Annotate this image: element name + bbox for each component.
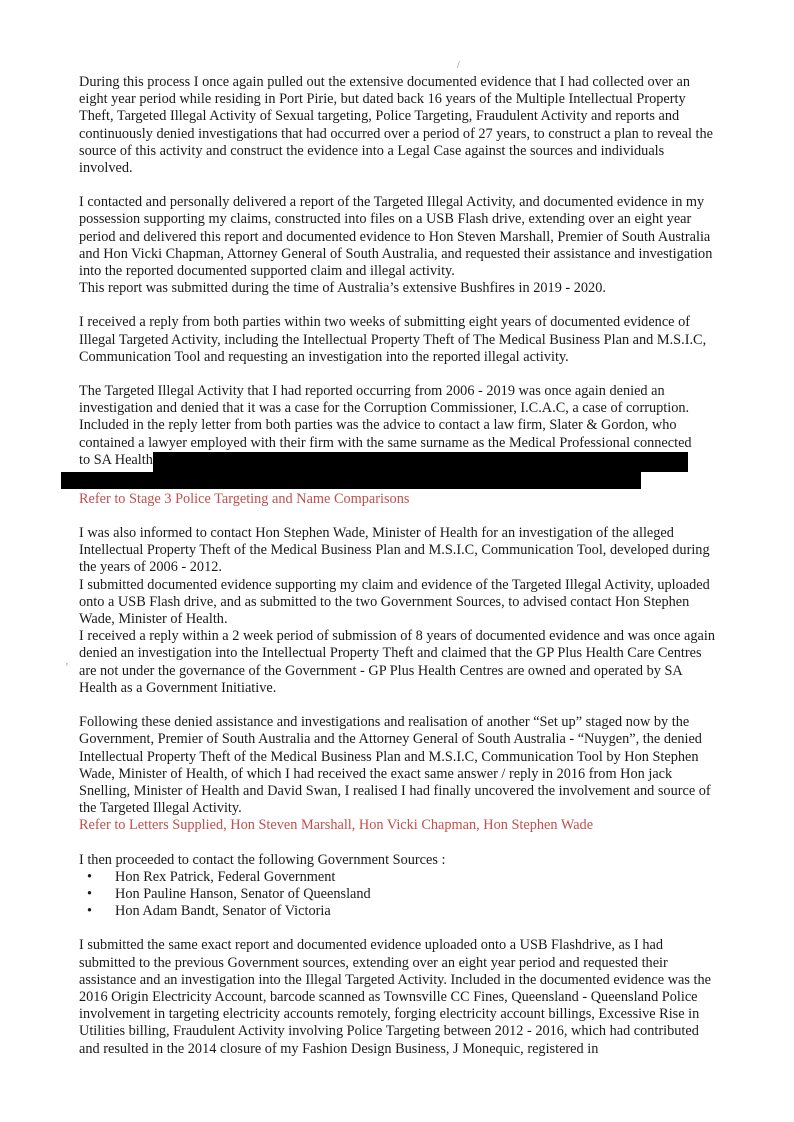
- paragraph-gp-plus-reply: I received a reply within a 2 week period of submission of 8 years of documented evidence and was once again denied an investigation into the Intellectual Property Theft and claimed that the GP Plus Health Care Centres are not under the governance of the Government - GP Plus Health Centres are owned and operated by SA Health as a Government Initiative.: [79, 628, 715, 696]
- scan-mark: ': [66, 662, 68, 673]
- scan-mark: /: [457, 60, 460, 71]
- reference-stage-3: Refer to Stage 3 Police Targeting and Name Comparisons: [79, 490, 410, 507]
- redaction-block: [61, 472, 641, 489]
- document-body: [79, 74, 721, 1058]
- paragraph-evidence-plan: During this process I once again pulled out the extensive documented evidence that I had collected over an eight year period while residing in Port Pirie, but dated back 16 years of the Multiple Intellectual Property Theft, Targeted Illegal Activity of Sexual targeting, Police Targeting, Fraudulent Activity and reports and continuously denied investigations that had occurred over a period of 27 years, to construct a plan to reveal the source of this activity and construct the evidence into a Legal Case against the sources and individuals involved.: [79, 74, 714, 177]
- paragraph-denied-investigation: The Targeted Illegal Activity that I had reported occurring from 2006 - 2019 was once again denied an investigation and denied that it was a case for the Corruption Commissioner, I.C.A.C, a case of corruption. Included in the reply letter from both parties was the advice to contact a law firm, Slater & Gordon, who contained a lawyer employed with their firm with the same surname as the Medical Professional connected: [79, 383, 692, 451]
- paragraph-same-report: I submitted the same exact report and documented evidence uploaded onto a USB Flashdrive, as I had submitted to the previous Government sources, extending over an eight year period and requested their assistance and an investigation into the Illegal Targeted Activity. Included in the documented evidence was the 2016 Origin Electricity Account, barcode scanned as Townsville CC Fines, Queensland - Queensland Police involvement in targeting electricity accounts remotely, forging electricity account billings, Excessive Rise in Utilities billing, Fraudulent Activity involving Police Targeting between 2012 - 2016, which had contributed and resulted in the 2014 closure of my Fashion Design Business, J Monequic, registered in: [79, 937, 711, 1057]
- paragraph-sources-intro: I then proceeded to contact the following Government Sources :: [79, 851, 446, 868]
- sa-health-text: to SA Health: [79, 451, 153, 468]
- paragraph-report-delivery: I contacted and personally delivered a report of the Targeted Illegal Activity, and documented evidence in my possession supporting my claims, constructed into files on a USB Flash drive, extending over an eight year period and delivered this report and documented evidence to Hon Steven Marshall, Premier of South Australia and Hon Vicki Chapman, Attorney General of South Australia, and requested their assistance and investigation into the reported documented supported claim and illegal activity.: [79, 194, 713, 280]
- list-item: • Hon Pauline Hanson, Senator of Queensland: [79, 886, 721, 903]
- paragraph-bushfire-note: This report was submitted during the time of Australia’s extensive Bushfires in 2019 - 2020.: [79, 280, 606, 297]
- list-item: • Hon Adam Bandt, Senator of Victoria: [79, 903, 721, 920]
- paragraph-set-up: Following these denied assistance and investigations and realisation of another “Set up” staged now by the Government, Premier of South Australia and the Attorney General of South Australia - “Nuygen”, the denied Intellectual Property Theft of the Medical Business Plan and M.S.I.C, Communication Tool by Hon Stephen Wade, Minister of Health, of which I had received the exact same answer / reply in 2016 from Hon jack Snelling, Minister of Health and David Swan, I realised I had finally uncovered the involvement and source of the Targeted Illegal Activity.: [79, 714, 711, 817]
- reference-letters: Refer to Letters Supplied, Hon Steven Marshall, Hon Vicki Chapman, Hon Stephen Wade: [79, 817, 594, 834]
- list-item: • Hon Rex Patrick, Federal Government: [79, 869, 721, 886]
- redaction-bar: [153, 452, 688, 472]
- redacted-line: [79, 452, 721, 472]
- government-sources-list: [79, 869, 721, 921]
- paragraph-submission-wade: I submitted documented evidence supporting my claim and evidence of the Targeted Illegal Activity, uploaded onto a USB Flash drive, and as submitted to the two Government Sources, to advised contact Hon Stephen Wade, Minister of Health.: [79, 576, 710, 628]
- paragraph-minister-health: I was also informed to contact Hon Stephen Wade, Minister of Health for an investigation of the alleged Intellectual Property Theft of the Medical Business Plan and M.S.I.C, Communication Tool, developed during the years of 2006 - 2012.: [79, 525, 710, 576]
- paragraph-reply: I received a reply from both parties within two weeks of submitting eight years of documented evidence of Illegal Targeted Activity, including the Intellectual Property Theft of The Medical Business Plan and M.S.I.C, Communication Tool and requesting an investigation into the reported illegal activity.: [79, 314, 707, 365]
